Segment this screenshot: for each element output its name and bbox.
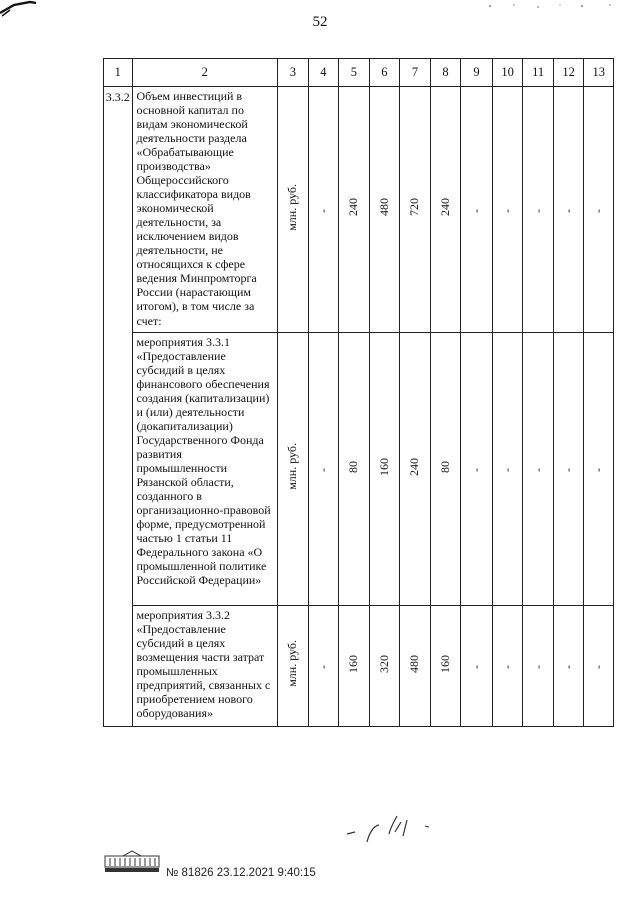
value-label: 160 [437,654,452,673]
value-label: 240 [437,198,452,217]
unit-label: млн. руб. [285,640,300,687]
value-label: - [315,208,330,213]
value-label: - [591,208,606,213]
table-row [104,605,614,726]
value-cell [400,87,431,333]
table-row [104,87,614,333]
column-header: 13 [584,59,614,87]
value-cell [553,605,584,726]
value-label: - [469,208,484,213]
value-cell [430,605,461,726]
value-label: 240 [346,198,361,217]
value-label: 160 [376,457,391,476]
value-label: - [591,665,606,670]
value-cell [339,605,370,726]
value-cell [553,87,584,333]
value-label: - [530,665,545,670]
unit-label: млн. руб. [285,443,300,490]
value-label: 320 [376,654,391,673]
value-label: - [500,468,515,473]
value-cell [369,332,400,605]
unit-label: млн. руб. [285,183,300,231]
value-label: - [469,665,484,670]
value-label: - [591,468,606,473]
value-cell [400,605,431,726]
column-header: 8 [430,59,461,87]
value-cell [369,605,400,726]
row-description: мероприятия 3.3.1 «Предоставление субсидий в целях финансового обеспечения создания (капитализации) и (или) деятельности (докапитализации) Государственного Фонда развития промышленности Рязанской области, созданного в организационно-правовой форме, предусмотренной частью 1 статьи 11 Федерального закона «О промышленной политике Российской Федерации» [132,332,278,605]
unit-cell [278,605,309,726]
value-label: - [500,208,515,213]
value-cell [492,332,523,605]
column-header: 7 [400,59,431,87]
value-label: - [530,208,545,213]
value-cell [400,332,431,605]
row-description: мероприятия 3.3.2 «Предоставление субсидий в целях возмещения части затрат промышленных предприятий, связанных с приобретением нового оборудования» [132,605,278,726]
value-label: 240 [407,457,422,476]
value-cell [492,87,523,333]
value-cell [430,87,461,333]
value-cell [430,332,461,605]
column-header: 1 [104,59,133,87]
value-cell [461,87,493,333]
scan-noise [480,2,630,10]
row-description: Объем инвестиций в основной капитал по видам экономической деятельности раздела «Обрабатывающие производства» Общероссийского классификатора видов экономической деятельности, за исключением видов деятельности, не относящихся к сфере ведения Минпромторга России (нарастающим итогом), в том числе за счет: [132,87,278,333]
value-cell [584,605,614,726]
value-label: - [530,468,545,473]
document-registration-stamp: № 81826 23.12.2021 9:40:15 [166,867,316,879]
value-cell [461,605,493,726]
unit-cell [278,87,309,333]
column-header: 9 [461,59,493,87]
value-cell [308,605,339,726]
unit-cell [278,332,309,605]
column-header: 6 [369,59,400,87]
value-cell [308,87,339,333]
table-header-row [104,59,614,87]
value-label: 160 [346,654,361,673]
column-header: 11 [523,59,554,87]
value-cell [339,332,370,605]
value-cell [339,87,370,333]
value-label: - [315,468,330,473]
value-cell [523,332,554,605]
column-header: 5 [339,59,370,87]
registry-building-seal [103,850,161,874]
value-cell [523,87,554,333]
column-header: 4 [308,59,339,87]
value-label: - [315,665,330,670]
value-label: - [561,468,576,473]
column-header: 2 [132,59,278,87]
column-header: 10 [492,59,523,87]
value-label: - [561,665,576,670]
value-cell [461,332,493,605]
value-label: 480 [376,198,391,217]
column-header: 3 [278,59,309,87]
value-cell [308,332,339,605]
value-label: - [500,665,515,670]
value-label: 80 [346,460,361,473]
table-row [104,332,614,605]
row-number: 3.3.2 [104,87,133,727]
handwritten-signature [345,812,445,852]
value-label: 80 [437,460,452,473]
column-header: 12 [553,59,584,87]
value-label: 720 [407,198,422,217]
value-cell [369,87,400,333]
value-cell [553,332,584,605]
page-number: 52 [312,14,328,30]
value-label: - [561,208,576,213]
value-cell [584,87,614,333]
value-label: - [469,468,484,473]
indicators-table [103,58,614,727]
value-label: 480 [407,654,422,673]
value-cell [584,332,614,605]
value-cell [523,605,554,726]
value-cell [492,605,523,726]
